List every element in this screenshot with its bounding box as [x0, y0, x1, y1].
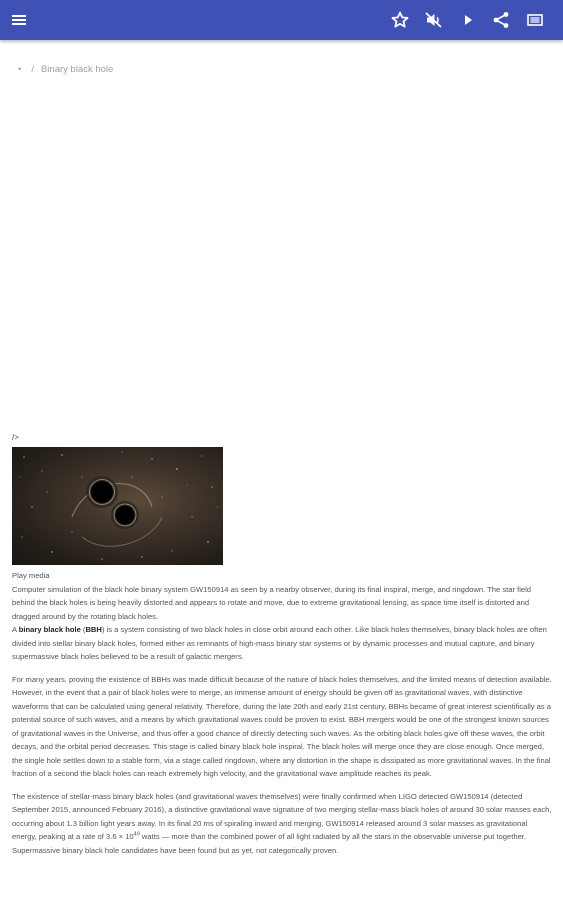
intro-abbr: BBH [85, 625, 102, 634]
share-icon[interactable] [489, 8, 513, 32]
paragraph-detection-history: For many years, proving the existence of BBHs was made difficult because of the nature of black holes themselves, and the limited means of detection available. However, in the event that a pair of black holes were to merge, an immense amount of energy should be given off as gravitational waves, with distinctive waveforms that can be calculated using general relativity. Therefore, during the late 20th and early 21st century, BBHs became of great interest scientifically as a potential source of such waves, and a means by which gravitational waves could be proven to exist. BBH mergers would be one of the strongest known sources of gravitational waves in the Universe, and thus offer a good chance of directly detecting such waves. As the orbiting black holes give off these waves, the orbit decays, and the orbital period decreases. This stage is called binary black hole inspiral. The black holes will merge once they are close enough. Once merged, the single hole settles down to a stable form, via a stage called ringdown, where any distortion in the shape is dissipated as more gravitational waves. In the final fraction of a second the black holes can reach extremely high velocity, and the gravitational wave amplitude reaches its peak. [12, 674, 552, 778]
intro-prefix: A [12, 625, 19, 634]
breadcrumb-separator: / [31, 64, 34, 75]
breadcrumb-home[interactable]: • [18, 64, 22, 75]
play-icon[interactable] [456, 8, 480, 32]
stray-markup-text: /> [12, 433, 19, 442]
app-bar [0, 0, 563, 40]
menu-icon[interactable] [8, 8, 32, 32]
breadcrumb [18, 64, 113, 75]
para3-exponent: 49 [133, 831, 140, 838]
play-media-link[interactable]: Play media [12, 571, 50, 580]
mute-icon[interactable] [422, 8, 446, 32]
reading-list-icon[interactable] [523, 8, 547, 32]
para3-text-a: The existence of stellar-mass binary black holes (and gravitational waves themselves) were finally confirmed when LIGO detected GW150914 (detected September 2015, announced February 2016), a distinctive gravitational wave signature of two merging stellar-mass black holes of around 30 solar masses each, occurring about 1.3 billion light years away. In its final 20 ms of spiraling inward and merging, GW150914 released around 3 solar masses as gravitational energy, peaking at a rate of 3.6 × 10 [12, 791, 552, 841]
paragraph-gw150914 [12, 790, 552, 858]
intro-term: binary black hole [18, 625, 81, 634]
black-hole-simulation-video[interactable] [12, 447, 223, 565]
breadcrumb-current: Binary black hole [40, 64, 114, 75]
figure-caption: Computer simulation of the black hole binary system GW150914 as seen by a nearby observer, during its final inspiral, merge, and ringdown. The star field behind the black holes is being heavily distorted and appears to rotate and move, due to extreme gravitational lensing, as space time itself is distorted and dragged around by the rotating black holes. [12, 584, 532, 621]
intro-rest: ) is a system consisting of two black holes in close orbit around each other. Like black holes themselves, binary black holes are often divided into stellar binary black holes, formed either as remnants of high-mass binary star systems or by dynamic processes and mutual capture, and binary supermassive black holes believed to be a result of galactic mergers. [12, 625, 547, 661]
intro-paren: ( [80, 625, 86, 634]
intro-paragraph [12, 623, 552, 664]
star-outline-icon[interactable] [388, 8, 412, 32]
para3-text-b: watts — more than the combined power of all light radiated by all the stars in the observable universe put together. Supermassive binary black hole candidates have been found but as yet, not categorically proven. [12, 832, 527, 855]
article-body [12, 569, 552, 857]
